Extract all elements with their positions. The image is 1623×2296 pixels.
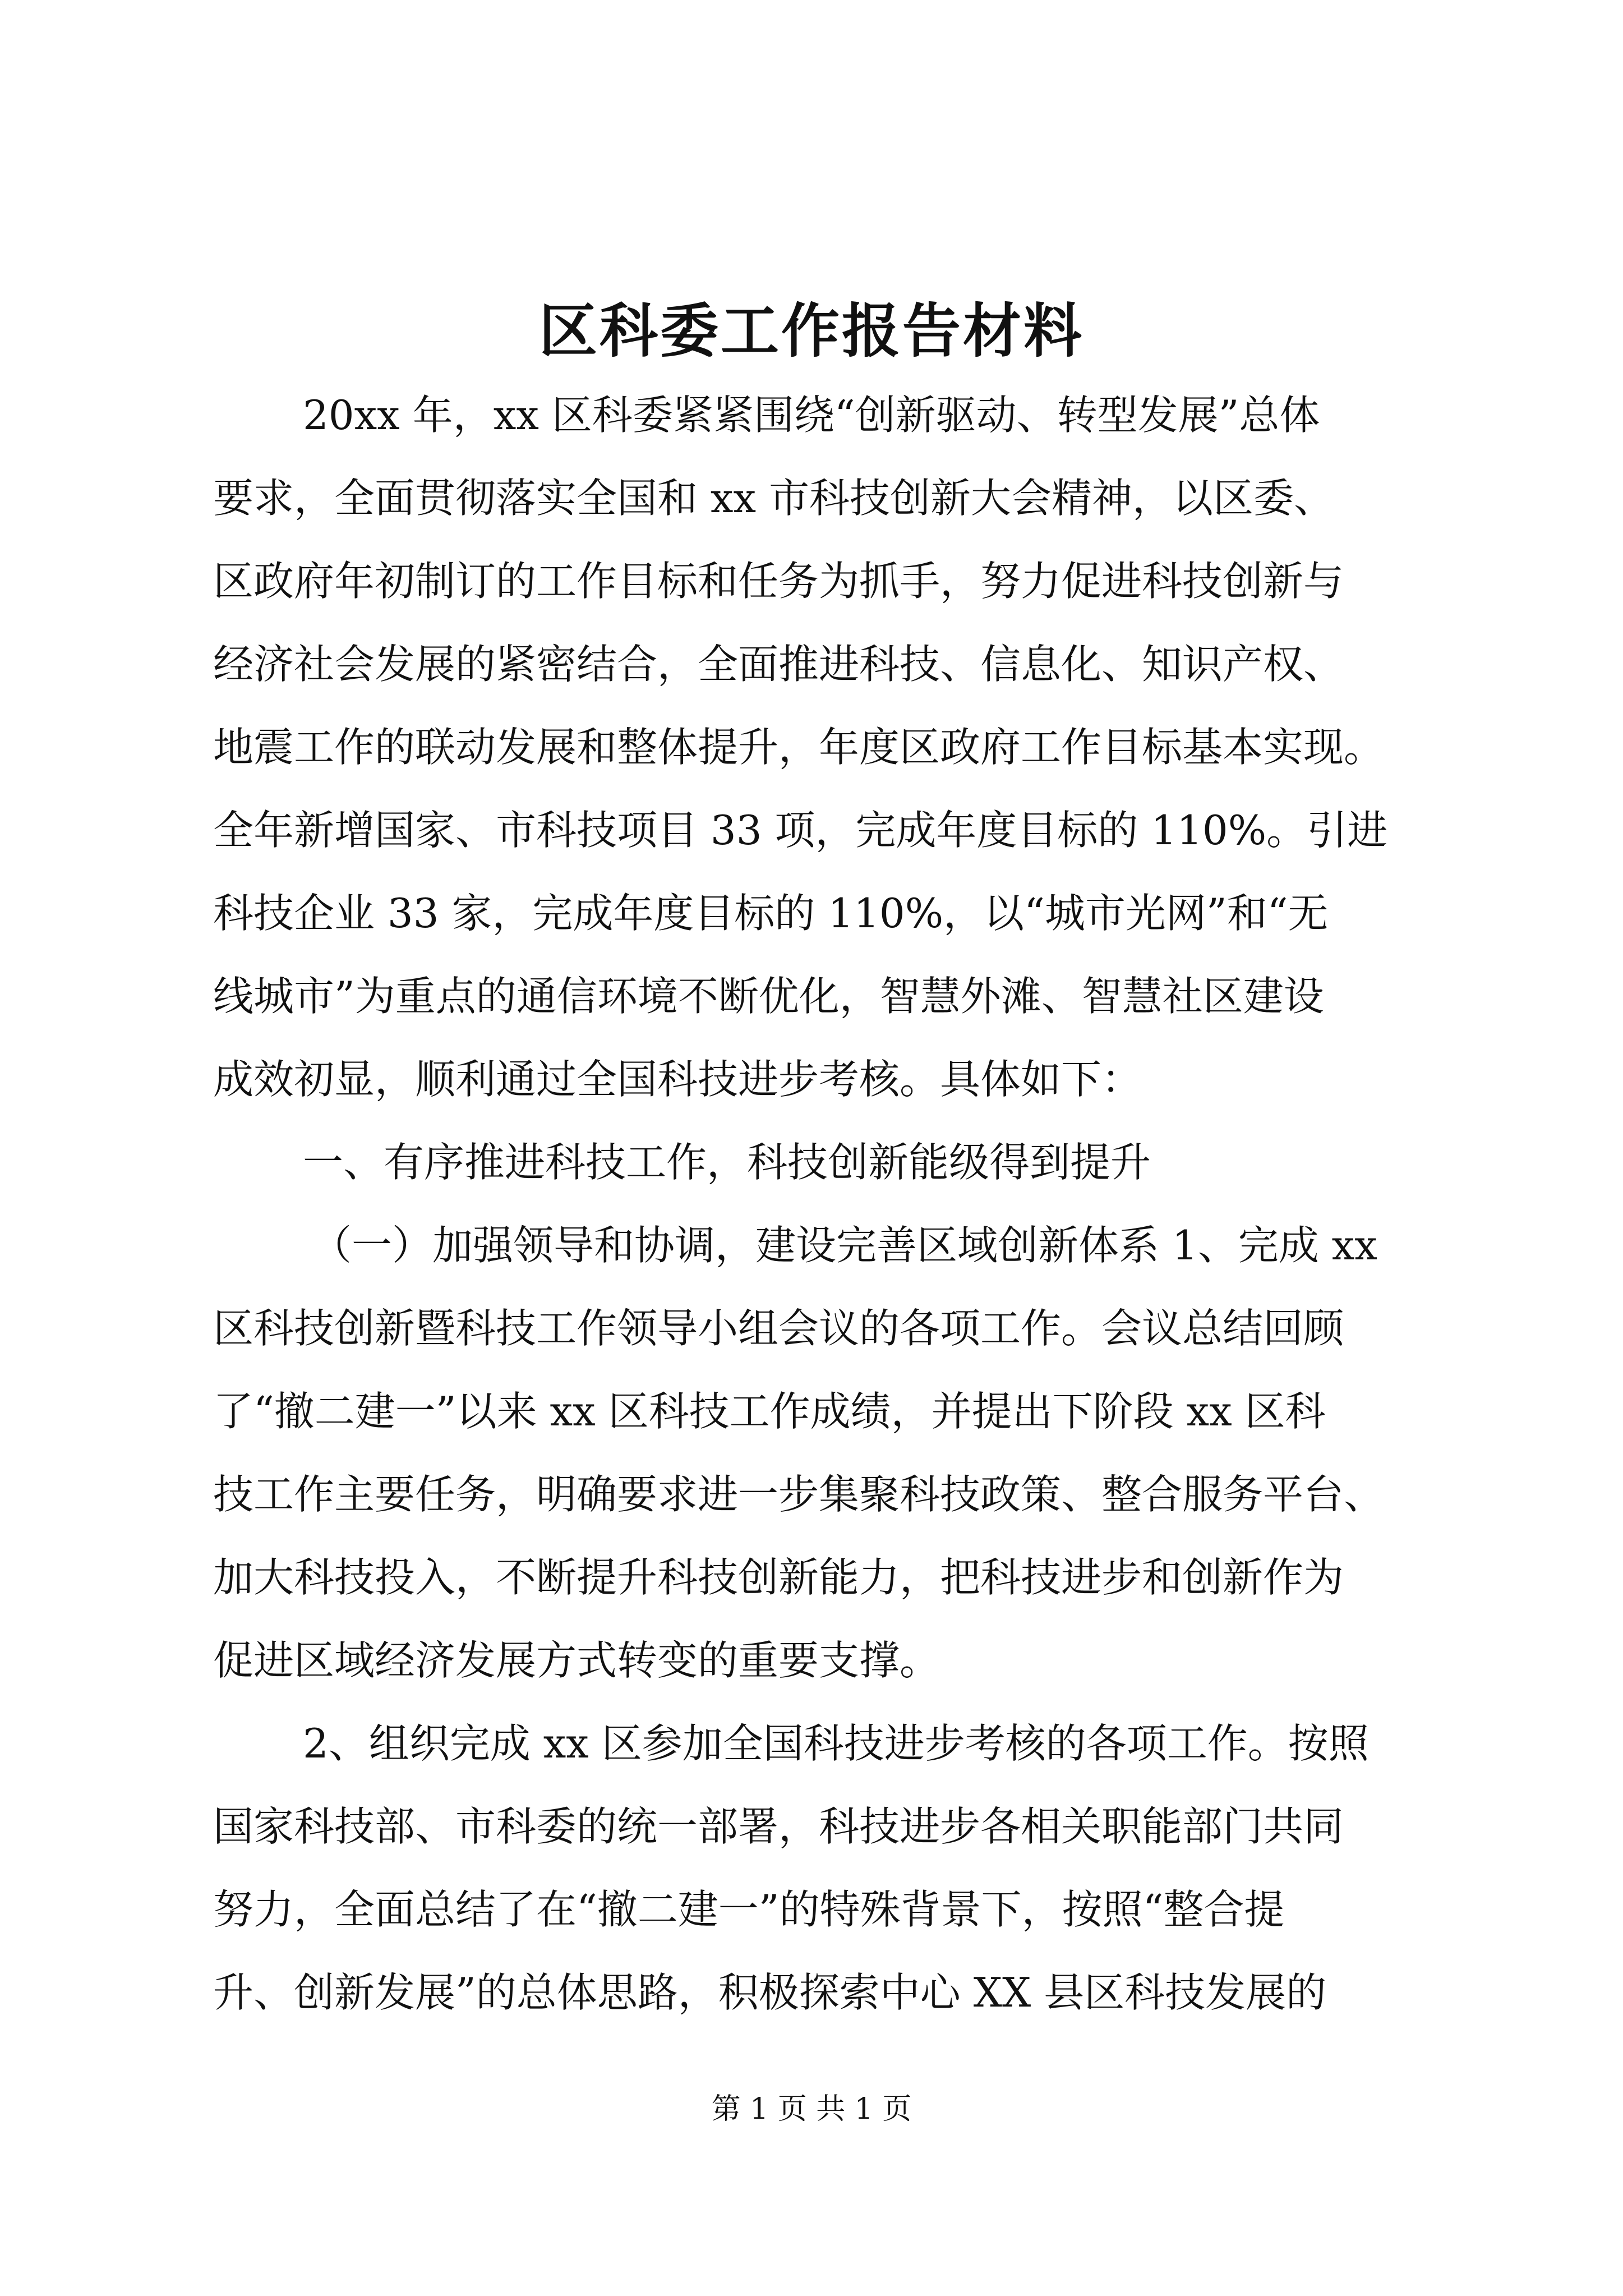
line-text: 促进区域经济发展方式转变的重要支撑。: [213, 1637, 940, 1684]
line-text: 2、组织完成 xx 区参加全国科技进步考核的各项工作。按照: [303, 1720, 1369, 1767]
line-text: 全年新增国家、市科技项目 33 项，完成年度目标的 110%。引进: [213, 807, 1388, 854]
line-text: 20xx 年，xx 区科委紧紧围绕“创新驱动、转型发展”总体: [303, 392, 1320, 439]
line-text: 成效初显，顺利通过全国科技进步考核。具体如下：: [213, 1056, 1142, 1103]
line-text: 要求，全面贯彻落实全国和 xx 市科技创新大会精神，以区委、: [213, 475, 1334, 522]
line-text: 加大科技投入，不断提升科技创新能力，把科技进步和创新作为: [213, 1554, 1344, 1601]
line-text: （一）加强领导和协调，建设完善区域创新体系 1、完成 xx: [311, 1222, 1377, 1269]
line-text: 努力，全面总结了在“撤二建一”的特殊背景下，按照“整合提: [213, 1886, 1285, 1933]
line-text: 区政府年初制订的工作目标和任务为抓手，努力促进科技创新与: [213, 558, 1344, 605]
page-footer: 第 1 页 共 1 页: [711, 2092, 912, 2126]
line-text: 了“撤二建一”以来 xx 区科技工作成绩，并提出下阶段 xx 区科: [213, 1388, 1326, 1435]
line-text: 区科技创新暨科技工作领导小组会议的各项工作。会议总结回顾: [213, 1305, 1344, 1352]
line-text: 一、有序推进科技工作，科技创新能级得到提升: [303, 1139, 1151, 1186]
line-text: 科技企业 33 家，完成年度目标的 110%，以“城市光网”和“无: [213, 890, 1329, 937]
line-text: 线城市”为重点的通信环境不断优化，智慧外滩、智慧社区建设: [213, 973, 1324, 1020]
line-text: 升、创新发展”的总体思路，积极探索中心 XX 县区科技发展的: [213, 1969, 1327, 2016]
document-title: 区科委工作报告材料: [538, 296, 1084, 365]
line-text: 经济社会发展的紧密结合，全面推进科技、信息化、知识产权、: [213, 641, 1344, 688]
line-text: 地震工作的联动发展和整体提升，年度区政府工作目标基本实现。: [213, 724, 1385, 771]
line-text: 技工作主要任务，明确要求进一步集聚科技政策、整合服务平台、: [213, 1471, 1385, 1518]
line-text: 国家科技部、市科委的统一部署，科技进步各相关职能部门共同: [213, 1803, 1344, 1850]
